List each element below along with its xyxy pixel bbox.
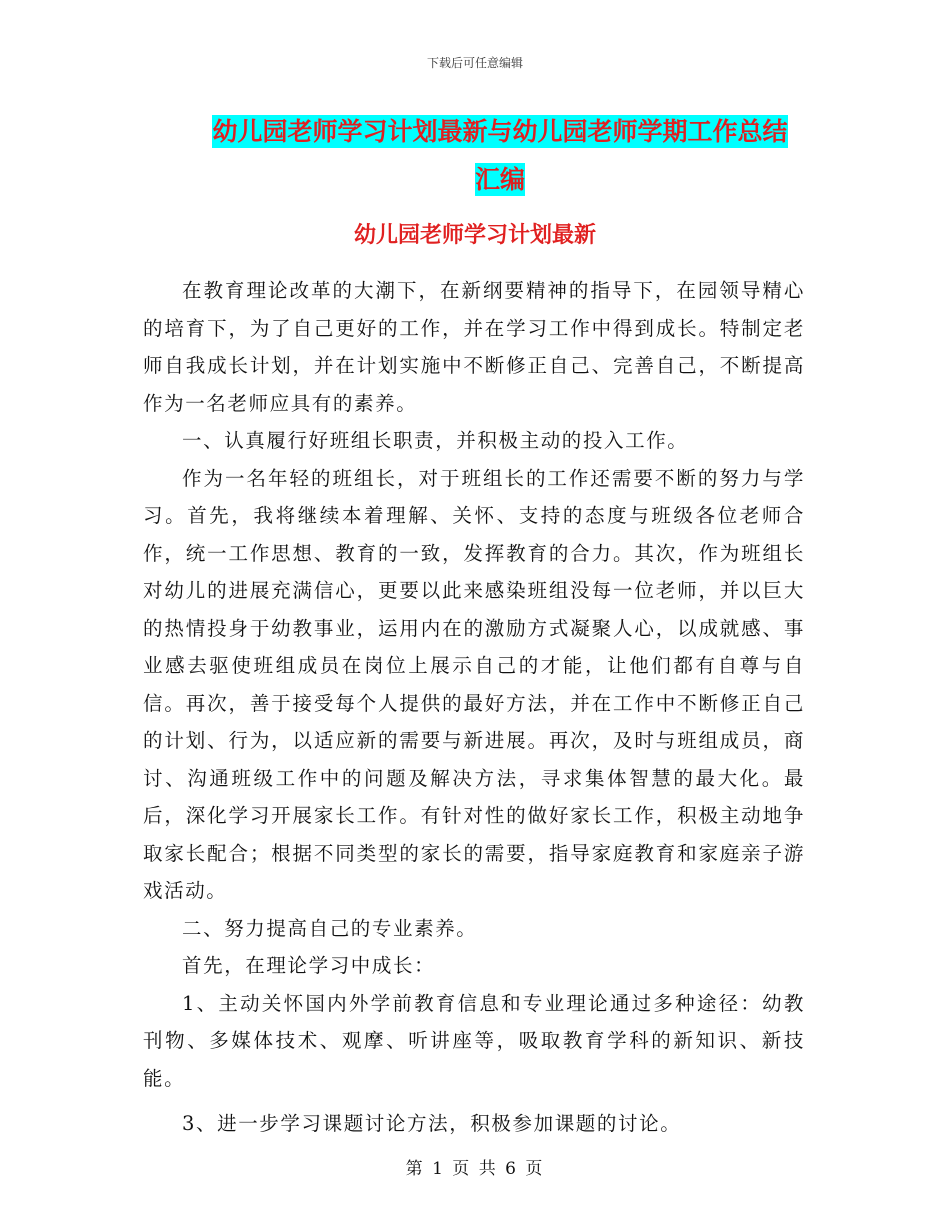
document-title xyxy=(150,108,850,204)
paragraph: 在教育理论改革的大潮下，在新纲要精神的指导下，在园领导精心的培育下，为了自己更好的工作，并在学习工作中得到成长。特制定老师自我成长计划，并在计划实施中不断修正自己、完善自己，不断提高作为一名老师应具有的素养。 xyxy=(143,279,805,415)
paragraph: 1、主动关怀国内外学前教育信息和专业理论通过多种途径：幼教刊物、多媒体技术、观摩、听讲座等，吸取教育学科的新知识、新技能。 xyxy=(143,991,805,1090)
document-title-line1: 幼儿园老师学习计划最新与幼儿园老师学期工作总结 xyxy=(212,117,788,146)
paragraph: 一、认真履行好班组长职责，并积极主动的投入工作。 xyxy=(182,429,689,452)
paragraph: 3、进一步学习课题讨论方法，积极参加课题的讨论。 xyxy=(182,1112,682,1135)
header-note: 下载后可任意编辑 xyxy=(426,56,523,70)
paragraph: 首先，在理论学习中成长： xyxy=(182,954,436,977)
paragraph: 二、努力提高自己的专业素养。 xyxy=(182,916,478,940)
body-text xyxy=(143,272,805,1143)
paragraph: 作为一名年轻的班组长，对于班组长的工作还需要不断的努力与学习。首先，我将继续本着理解、关怀、支持的态度与班级各位老师合作，统一工作思想、教育的一致，发挥教育的合力。其次，作为班组长对幼儿的进展充满信心，更要以此来感染班组没每一位老师，并以巨大的热情投身于幼教事业，运用内在的激励方式凝聚人心，以成就感、事业感去驱使班组成员在岗位上展示自己的才能，让他们都有自尊与自信。再次，善于接受每个人提供的最好方法，并在工作中不断修正自己的计划、行为，以适应新的需要与新进展。再次，及时与班组成员，商讨、沟通班级工作中的问题及解决方法，寻求集体智慧的最大化。最后，深化学习开展家长工作。有针对性的做好家长工作，积极主动地争取家长配合；根据不同类型的家长的需要，指导家庭教育和家庭亲子游戏活动。 xyxy=(143,466,805,902)
document-title-line2: 汇编 xyxy=(474,165,525,194)
page-footer: 第 1 页 共 6 页 xyxy=(405,1159,545,1179)
section-title: 幼儿园老师学习计划最新 xyxy=(353,223,596,248)
